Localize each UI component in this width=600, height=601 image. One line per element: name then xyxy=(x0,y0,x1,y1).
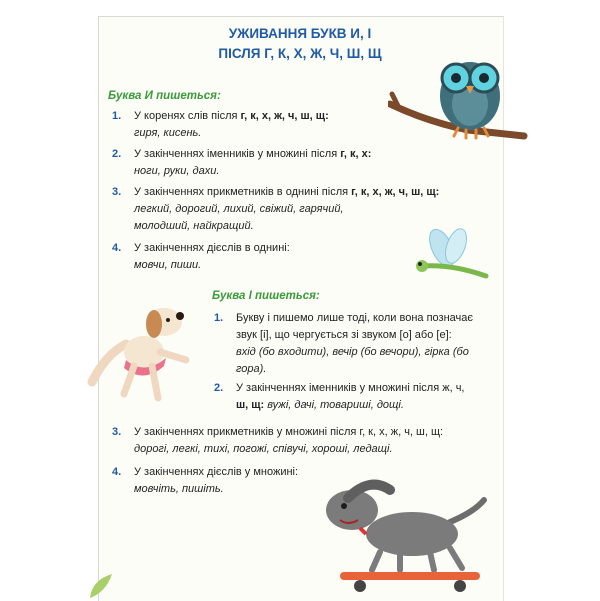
skateboard-dog-illustration xyxy=(300,472,490,596)
item-number: 4. xyxy=(112,242,122,254)
title-line-1: УЖИВАННЯ БУКВ И, І xyxy=(228,26,372,41)
heading-letter-i: Буква І пишеться: xyxy=(212,290,320,302)
leaf-decoration xyxy=(86,570,116,600)
item-number: 4. xyxy=(112,466,122,478)
dancing-dog-illustration xyxy=(86,294,198,406)
item-letters: ш, щ: xyxy=(236,399,265,411)
item-example: мовчи, пиши. xyxy=(134,259,202,271)
item-number: 3. xyxy=(112,186,122,198)
item-example: дорогі, легкі, тихі, погожі, співучі, хороші, ледащі. xyxy=(134,443,393,455)
item-text: Букву і пишемо лише тоді, коли вона позначає xyxy=(236,312,473,324)
title-line-2: ПІСЛЯ Г, К, Х, Ж, Ч, Ш, Щ xyxy=(218,46,382,61)
dragonfly-illustration xyxy=(412,226,492,286)
item-example: ноги, руки, дахи. xyxy=(134,165,220,177)
item-number: 2. xyxy=(214,382,224,394)
item-example: вужі, дачі, товариші, дощі. xyxy=(267,399,404,411)
item-text: У закінченнях іменників у множині після xyxy=(134,148,338,160)
item-example: гора). xyxy=(236,363,267,375)
item-number: 1. xyxy=(112,110,122,122)
item-letters: г, к, х, ж, ч, ш, щ: xyxy=(351,186,440,198)
heading-letter-y: Буква И пишеться: xyxy=(108,90,221,102)
item-example: гиря, кисень. xyxy=(134,127,202,139)
item-text: У закінченнях прикметників в однині після xyxy=(134,186,349,198)
item-text: У закінченнях дієслів у множині: xyxy=(134,466,299,478)
item-letters: г, к, х: xyxy=(340,148,372,160)
item-text: У коренях слів після xyxy=(134,110,238,122)
item-example: молодший, найкращий. xyxy=(134,220,254,232)
item-text: У закінченнях дієслів в однині: xyxy=(134,242,290,254)
item-number: 2. xyxy=(112,148,122,160)
item-number: 3. xyxy=(112,426,122,438)
item-text: звук [і], що чергується зі звуком [о] або [е]: xyxy=(236,329,452,341)
item-letters: г, к, х, ж, ч, ш, щ: xyxy=(240,110,329,122)
item-example: вхід (бо входити), вечір (бо вечори), гірка (бо xyxy=(236,346,469,358)
item-example: мовчіть, пишіть. xyxy=(134,483,224,495)
owl-illustration xyxy=(388,44,528,144)
item-text: У закінченнях прикметників у множині після г, к, х, ж, ч, ш, щ: xyxy=(134,426,444,438)
item-example: легкий, дорогий, лихий, свіжий, гарячий, xyxy=(134,203,344,215)
item-text: У закінченнях іменників у множині після ж, ч, xyxy=(236,382,465,394)
item-number: 1. xyxy=(214,312,224,324)
